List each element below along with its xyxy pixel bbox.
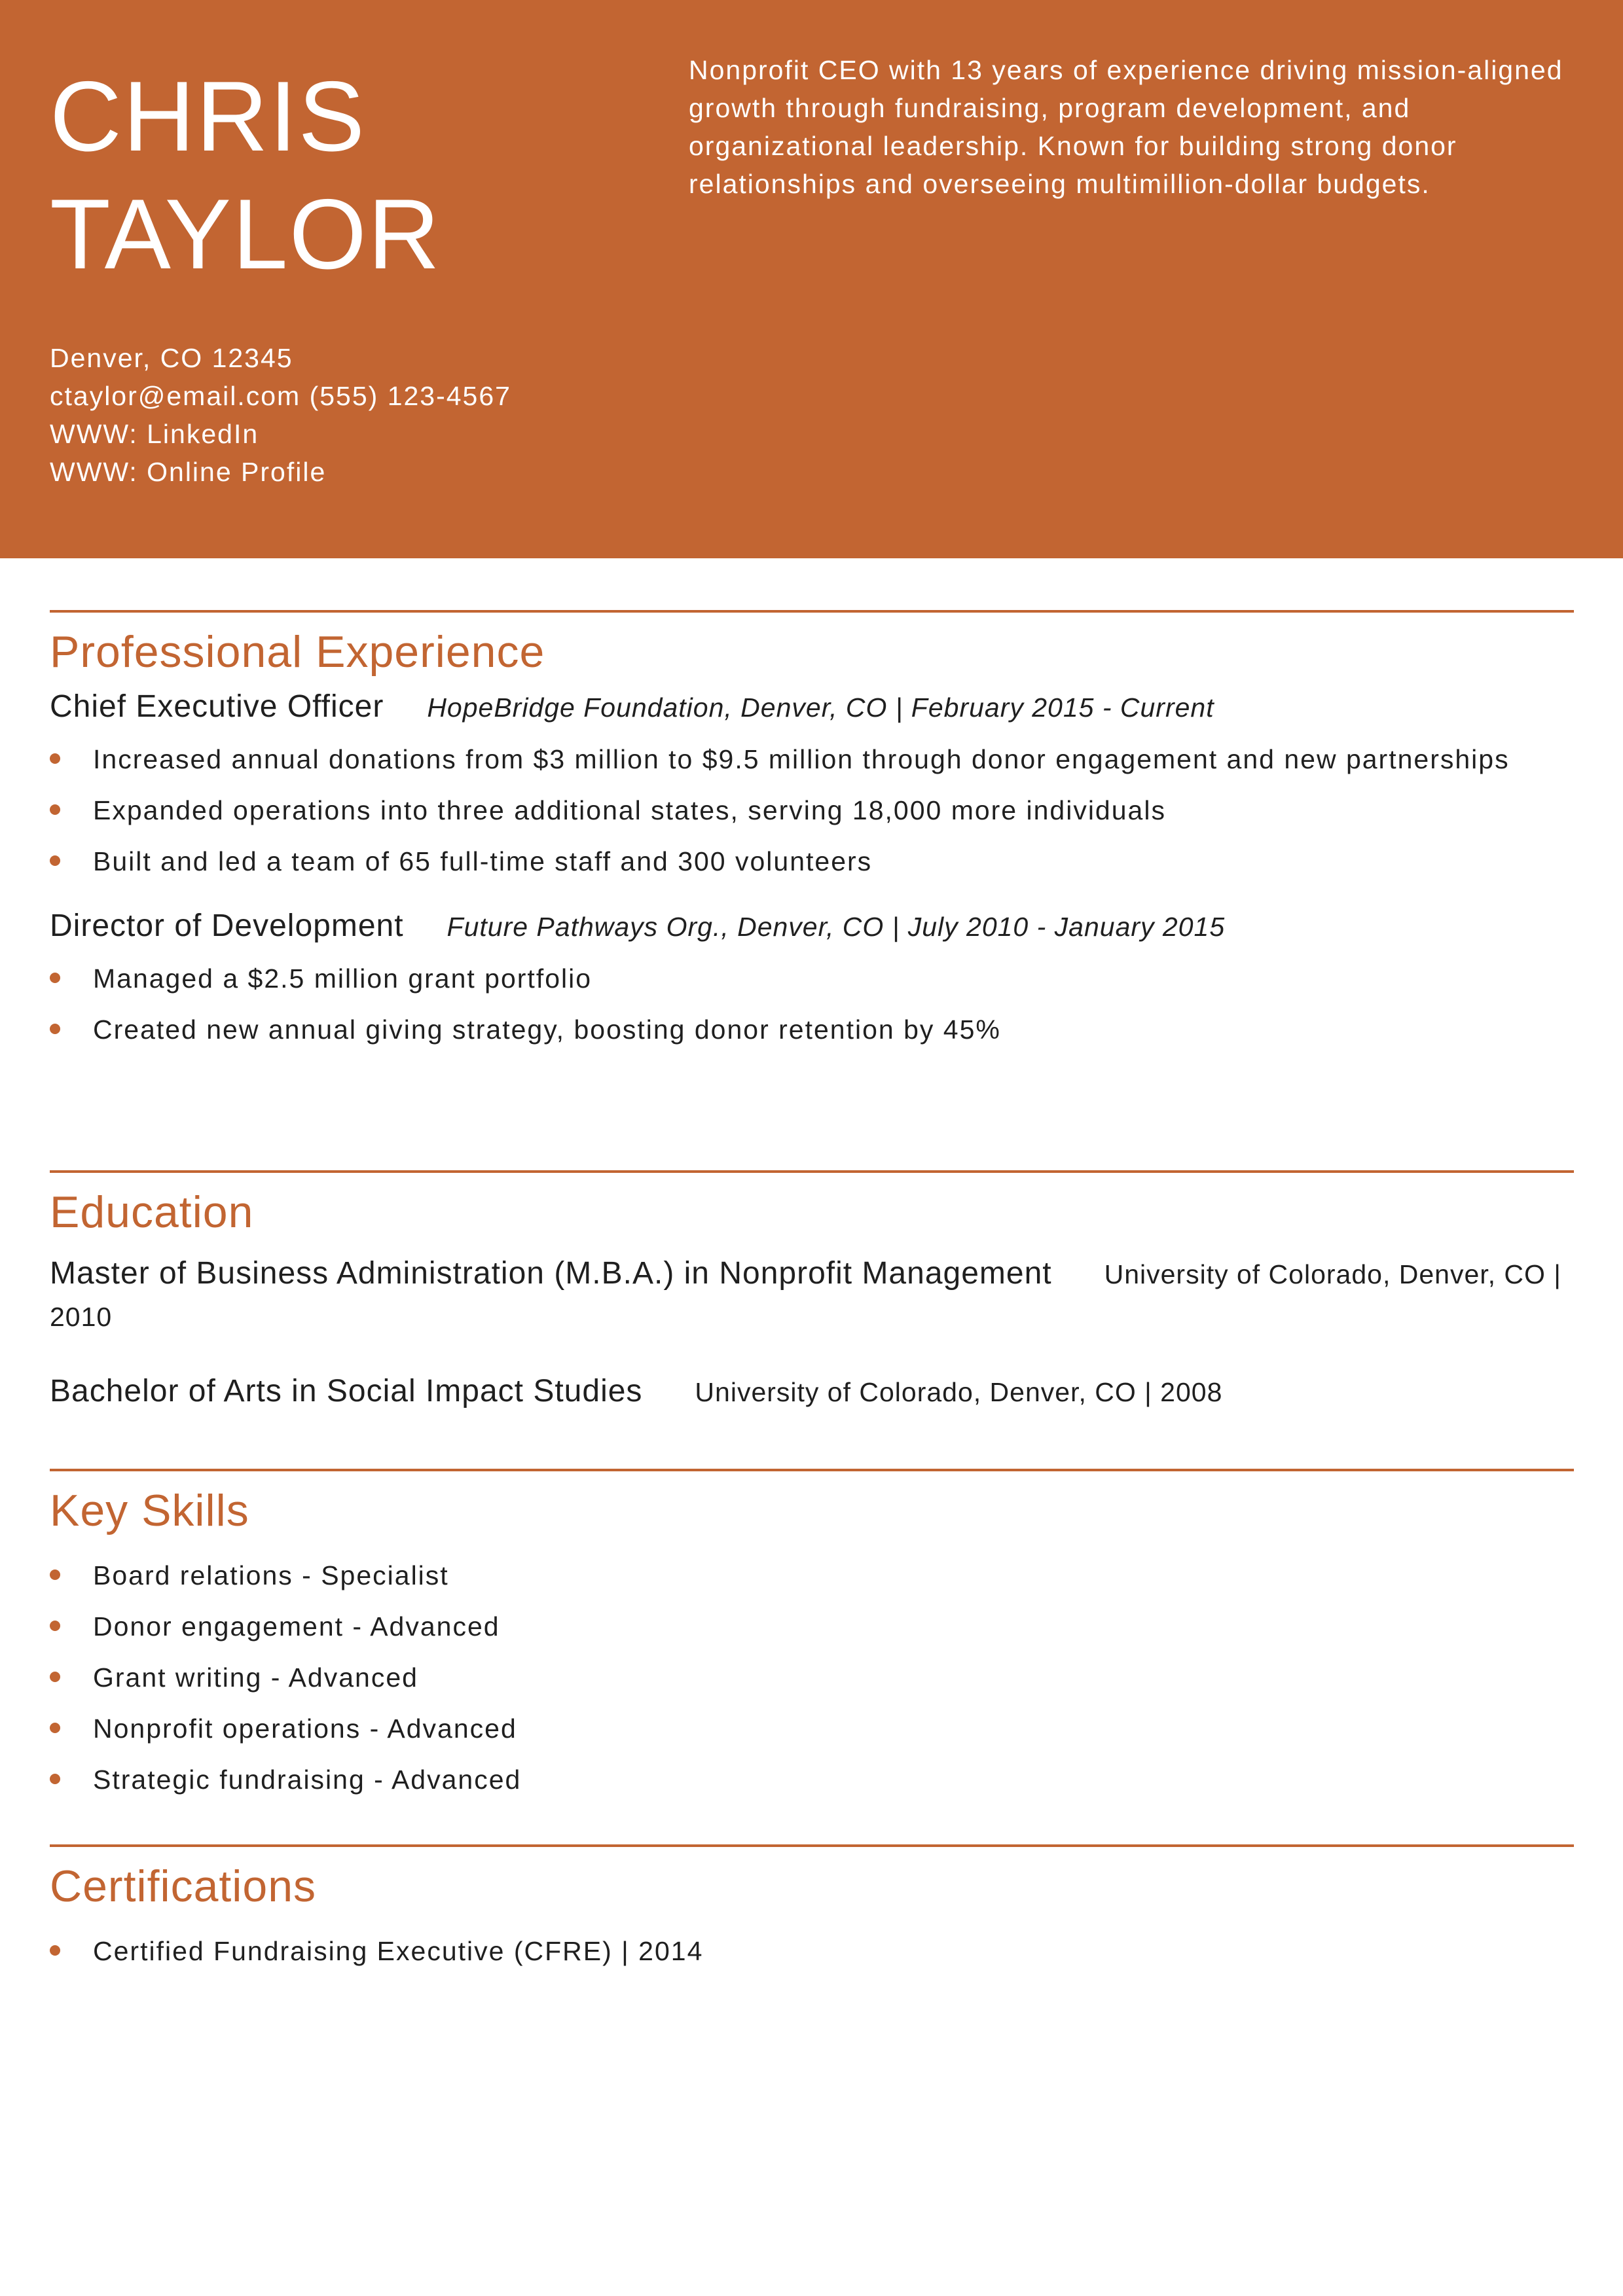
first-name: CHRIS xyxy=(50,61,366,172)
bullet-icon xyxy=(50,804,60,815)
list-item xyxy=(50,1761,1574,1799)
last-name: TAYLOR xyxy=(50,179,441,290)
bullet-icon xyxy=(50,1945,60,1956)
list-item xyxy=(50,1659,1574,1696)
job-header xyxy=(50,906,1574,946)
list-item xyxy=(50,740,1574,778)
bullet-text: Created new annual giving strategy, boosting donor retention by 45% xyxy=(93,1014,1001,1045)
list-item xyxy=(50,791,1574,829)
list-item xyxy=(50,960,1574,997)
certifications-heading: Certifications xyxy=(50,1861,317,1911)
section-divider xyxy=(50,1844,1574,1847)
list-item xyxy=(50,1011,1574,1049)
skills-list xyxy=(50,1556,1574,1799)
bullet-icon xyxy=(50,1621,60,1631)
section-divider xyxy=(50,610,1574,613)
skills-heading: Key Skills xyxy=(50,1486,249,1535)
bullet-icon xyxy=(50,1672,60,1682)
linkedin-link[interactable]: WWW: LinkedIn xyxy=(50,419,259,449)
list-item xyxy=(50,1556,1574,1594)
section-divider xyxy=(50,1170,1574,1173)
bullet-icon xyxy=(50,855,60,866)
bullet-icon xyxy=(50,1570,60,1580)
email-phone: ctaylor@email.com (555) 123-4567 xyxy=(50,381,511,411)
list-item xyxy=(50,1607,1574,1645)
skill-text: Donor engagement - Advanced xyxy=(93,1611,500,1641)
contact-block xyxy=(50,339,704,491)
bullet-text: Expanded operations into three additional states, serving 18,000 more individuals xyxy=(93,795,1166,825)
job-bullets xyxy=(50,960,1574,1049)
school-meta: University of Colorado, Denver, CO | 2010 xyxy=(50,1259,1561,1332)
bullet-icon xyxy=(50,1723,60,1733)
skill-text: Strategic fundraising - Advanced xyxy=(93,1765,522,1795)
candidate-name xyxy=(50,58,626,293)
certifications-section xyxy=(50,1844,1574,1983)
job-bullets xyxy=(50,740,1574,880)
bullet-text: Managed a $2.5 million grant portfolio xyxy=(93,963,593,994)
job-title: Chief Executive Officer xyxy=(50,689,384,724)
bullet-icon xyxy=(50,1774,60,1784)
job-header xyxy=(50,687,1574,727)
certifications-list xyxy=(50,1932,1574,1970)
education-section xyxy=(50,1170,1574,1413)
education-entry xyxy=(50,1253,1574,1338)
experience-section xyxy=(50,610,1574,1062)
skill-text: Grant writing - Advanced xyxy=(93,1662,418,1693)
summary-text: Nonprofit CEO with 13 years of experience driving mission-aligned growth through fundraising, program development, and organizational leadership. Known for building strong donor relationships and overseeing multimillion-dollar budgets. xyxy=(689,55,1563,199)
job-meta: Future Pathways Org., Denver, CO | July 2010 - January 2015 xyxy=(447,912,1226,942)
bullet-icon xyxy=(50,753,60,764)
list-item xyxy=(50,842,1574,880)
bullet-text: Built and led a team of 65 full-time staff and 300 volunteers xyxy=(93,846,873,876)
certification-text: Certified Fundraising Executive (CFRE) | 2014 xyxy=(93,1936,704,1966)
section-divider xyxy=(50,1469,1574,1471)
experience-heading: Professional Experience xyxy=(50,627,545,677)
education-entry xyxy=(50,1371,1574,1413)
job-title: Director of Development xyxy=(50,908,404,943)
skill-text: Board relations - Specialist xyxy=(93,1560,449,1590)
degree: Bachelor of Arts in Social Impact Studies xyxy=(50,1374,643,1408)
header-banner xyxy=(0,0,1623,558)
degree: Master of Business Administration (M.B.A.) in Nonprofit Management xyxy=(50,1256,1052,1291)
school-meta: University of Colorado, Denver, CO | 2008 xyxy=(695,1377,1223,1407)
skills-section xyxy=(50,1469,1574,1812)
list-item xyxy=(50,1710,1574,1748)
bullet-text: Increased annual donations from $3 million to $9.5 million through donor engagement and new partnerships xyxy=(93,744,1510,774)
online-profile-link[interactable]: WWW: Online Profile xyxy=(50,457,327,487)
education-heading: Education xyxy=(50,1187,254,1237)
skill-text: Nonprofit operations - Advanced xyxy=(93,1713,517,1744)
location: Denver, CO 12345 xyxy=(50,343,293,373)
job-meta: HopeBridge Foundation, Denver, CO | February 2015 - Current xyxy=(427,692,1214,723)
list-item xyxy=(50,1932,1574,1970)
bullet-icon xyxy=(50,973,60,983)
bullet-icon xyxy=(50,1024,60,1034)
